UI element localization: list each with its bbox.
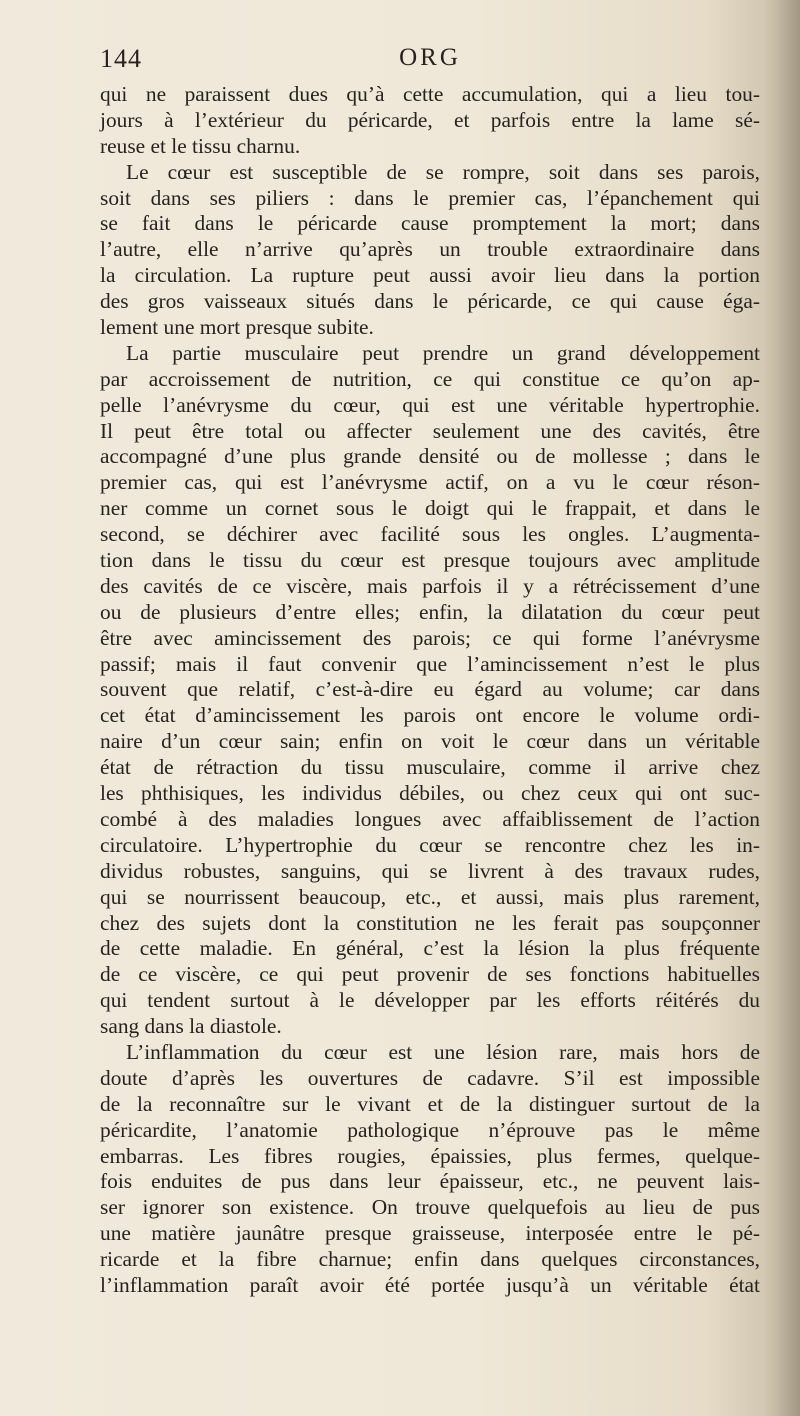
text-line: tion dans le tissu du cœur est presque toujours avec amplitude [100, 548, 760, 573]
text-line: de la reconnaître sur le vivant et de la distinguer surtout de la [100, 1091, 760, 1116]
text-line: des gros vaisseaux situés dans le péricarde, ce qui cause éga- [100, 289, 760, 314]
text-line: qui tendent surtout à le développer par les efforts réitérés du [100, 988, 760, 1013]
text-line: ser ignorer son existence. On trouve quelquefois au lieu de pus [100, 1195, 760, 1220]
text-line: se fait dans le péricarde cause promptement la mort; dans [100, 211, 760, 236]
text-line: dividus robustes, sanguins, qui se livrent à des travaux rudes, [100, 858, 760, 883]
text-line: cet état d’amincissement les parois ont encore le volume ordi- [100, 703, 760, 728]
text-line: accompagné d’une plus grande densité ou de mollesse ; dans le [100, 444, 760, 469]
text-line: premier cas, qui est l’anévrysme actif, on a vu le cœur réson- [100, 470, 760, 495]
text-line: Le cœur est susceptible de se rompre, soit dans ses parois, [126, 159, 760, 184]
text-line: chez des sujets dont la constitution ne les ferait pas soupçonner [100, 910, 760, 935]
text-line: la circulation. La rupture peut aussi avoir lieu dans la portion [100, 263, 760, 288]
text-line: combé à des maladies longues avec affaiblissement de l’action [100, 806, 760, 831]
text-line: être avec amincissement des parois; ce qui forme l’anévrysme [100, 625, 760, 650]
text-line: ricarde et la fibre charnue; enfin dans quelques circonstances, [100, 1247, 760, 1272]
body-text [100, 82, 760, 1299]
text-line: circulatoire. L’hypertrophie du cœur se rencontre chez les in- [100, 832, 760, 857]
text-line: jours à l’extérieur du péricarde, et parfois entre la lame sé- [100, 107, 760, 132]
text-line: pelle l’anévrysme du cœur, qui est une véritable hypertrophie. [100, 392, 760, 417]
text-line: ou de plusieurs d’entre elles; enfin, la dilatation du cœur peut [100, 599, 760, 624]
text-line: ner comme un cornet sous le doigt qui le frappait, et dans le [100, 496, 760, 521]
text-line: reuse et le tissu charnu. [100, 133, 301, 158]
text-line: souvent que relatif, c’est-à-dire eu égard au volume; car dans [100, 677, 760, 702]
text-line: de cette maladie. En général, c’est la lésion la plus fréquente [100, 936, 760, 961]
text-line: soit dans ses piliers : dans le premier cas, l’épanchement qui [100, 185, 760, 210]
text-line: doute d’après les ouvertures de cadavre. S’il est impossible [100, 1065, 760, 1090]
text-line: des cavités de ce viscère, mais parfois il y a rétrécissement d’une [100, 573, 760, 598]
text-line: second, se déchirer avec facilité sous les ongles. L’augmenta- [100, 522, 760, 547]
text-line: lement une mort presque subite. [100, 315, 374, 340]
text-line: Il peut être total ou affecter seulement une des cavités, être [100, 418, 760, 443]
running-head [100, 44, 760, 76]
text-line: qui ne paraissent dues qu’à cette accumulation, qui a lieu tou- [100, 82, 760, 106]
text-line: par accroissement de nutrition, ce qui constitue ce qu’on ap- [100, 366, 760, 391]
text-line: embarras. Les fibres rougies, épaissies, plus fermes, quelque- [100, 1143, 760, 1168]
text-line: péricardite, l’anatomie pathologique n’éprouve pas le même [100, 1117, 760, 1142]
text-line: qui se nourrissent beaucoup, etc., et aussi, mais plus rarement, [100, 884, 760, 909]
text-line: fois enduites de pus dans leur épaisseur, etc., ne peuvent lais- [100, 1169, 760, 1194]
page-number: 144 [100, 44, 142, 73]
text-line: de ce viscère, ce qui peut provenir de ses fonctions habituelles [100, 962, 760, 987]
text-line: L’inflammation du cœur est une lésion rare, mais hors de [126, 1039, 760, 1064]
text-line: l’inflammation paraît avoir été portée jusqu’à un véritable état [100, 1272, 760, 1297]
running-title: ORG [399, 44, 461, 71]
text-line: une matière jaunâtre presque graisseuse, interposée entre le pé- [100, 1221, 760, 1246]
text-line: passif; mais il faut convenir que l’amincissement n’est le plus [100, 651, 760, 676]
text-line: l’autre, elle n’arrive qu’après un trouble extraordinaire dans [100, 237, 760, 262]
text-line: naire d’un cœur sain; enfin on voit le cœur dans un véritable [100, 729, 760, 754]
text-line: état de rétraction du tissu musculaire, comme il arrive chez [100, 755, 760, 780]
text-line: les phthisiques, les individus débiles, ou chez ceux qui ont suc- [100, 781, 760, 806]
text-line: La partie musculaire peut prendre un grand développement [126, 340, 760, 365]
text-line: sang dans la diastole. [100, 1014, 282, 1039]
page-edge-shadow [764, 0, 800, 1416]
